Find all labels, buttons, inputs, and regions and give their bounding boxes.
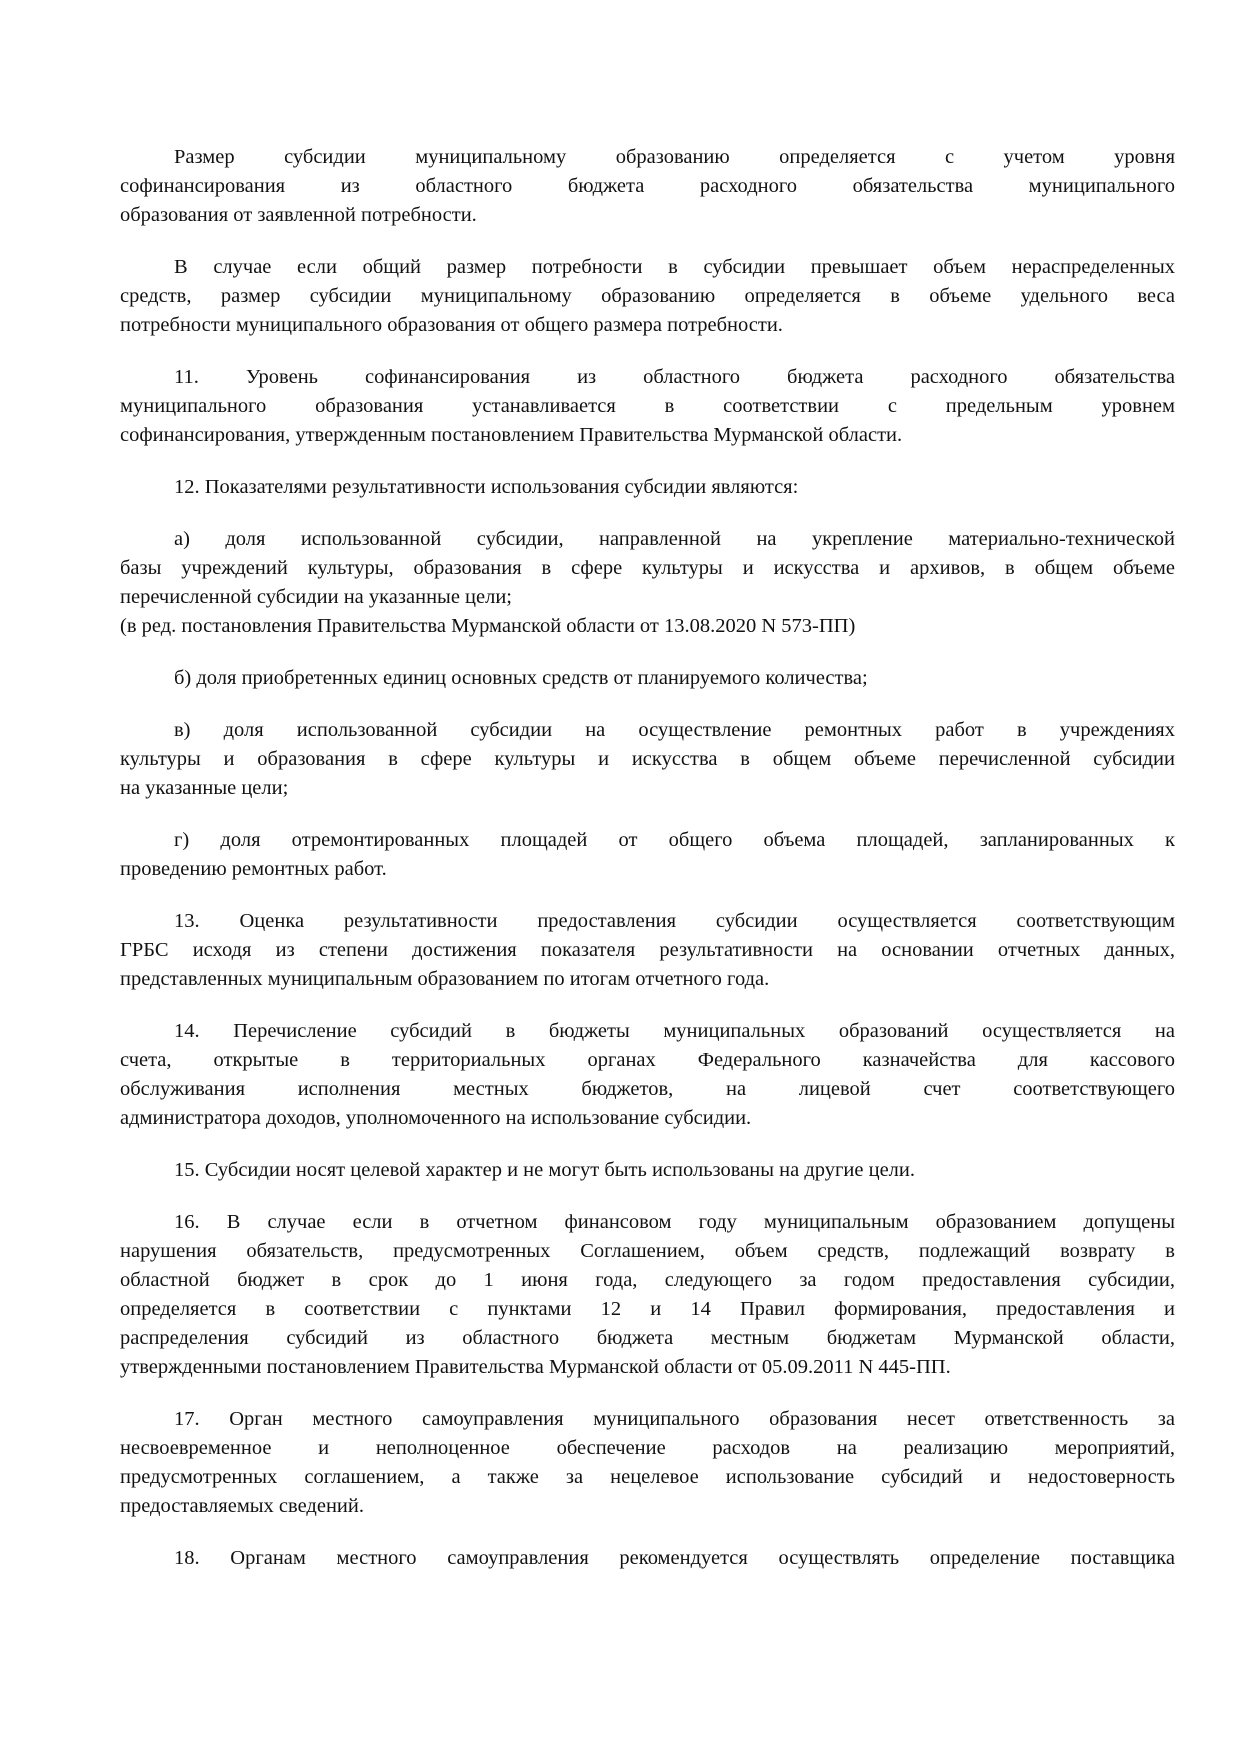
text-line: 18. Органам местного самоуправления рекомендуется осуществлять определение поставщика (174, 1547, 1175, 1569)
text-line: 12. Показателями результативности использования субсидии являются: (174, 476, 799, 498)
text-line: обслуживания исполнения местных бюджетов, на лицевой счет соответствующего (120, 1078, 1175, 1100)
text-line: определяется в соответствии с пунктами 12 и 14 Правил формирования, предоставления и (120, 1298, 1175, 1320)
paragraph (120, 1544, 1175, 1573)
paragraph (120, 826, 1175, 884)
text-line: г) доля отремонтированных площадей от общего объема площадей, запланированных к (174, 829, 1175, 851)
paragraph (120, 473, 1175, 502)
text-line: В случае если общий размер потребности в субсидии превышает объем нераспределенных (174, 256, 1175, 278)
text-line: 14. Перечисление субсидий в бюджеты муниципальных образований осуществляется на (174, 1020, 1175, 1042)
paragraph (120, 1017, 1175, 1133)
text-line: предусмотренных соглашением, а также за нецелевое использование субсидий и недостоверность (120, 1466, 1175, 1488)
text-line: а) доля использованной субсидии, направленной на укрепление материально-технической (174, 528, 1175, 550)
paragraph (120, 664, 1175, 693)
document-page (120, 143, 1175, 1596)
text-line: распределения субсидий из областного бюджета местным бюджетам Мурманской области, (120, 1327, 1175, 1349)
text-line: несвоевременное и неполноценное обеспечение расходов на реализацию мероприятий, (120, 1437, 1175, 1459)
text-line: софинансирования из областного бюджета расходного обязательства муниципального (120, 175, 1175, 197)
text-line: в) доля использованной субсидии на осуществление ремонтных работ в учреждениях (174, 719, 1175, 741)
text-line: потребности муниципального образования от общего размера потребности. (120, 314, 783, 336)
text-line: образования от заявленной потребности. (120, 204, 477, 226)
paragraph (120, 907, 1175, 994)
text-line: предоставляемых сведений. (120, 1495, 364, 1517)
paragraph (120, 716, 1175, 803)
text-line: ГРБС исходя из степени достижения показателя результативности на основании отчетных данных, (120, 939, 1175, 961)
text-line: проведению ремонтных работ. (120, 858, 387, 880)
text-line: счета, открытые в территориальных органах Федерального казначейства для кассового (120, 1049, 1175, 1071)
text-line: культуры и образования в сфере культуры и искусства в общем объеме перечисленной субсидии (120, 748, 1175, 770)
text-line: представленных муниципальным образованием по итогам отчетного года. (120, 968, 770, 990)
paragraph (120, 1208, 1175, 1382)
text-line: б) доля приобретенных единиц основных средств от планируемого количества; (174, 667, 868, 689)
paragraph (120, 1405, 1175, 1521)
text-line: базы учреждений культуры, образования в сфере культуры и искусства и архивов, в общем объеме (120, 557, 1175, 579)
text-line: (в ред. постановления Правительства Мурманской области от 13.08.2020 N 573-ПП) (120, 615, 856, 637)
text-line: администратора доходов, уполномоченного на использование субсидии. (120, 1107, 752, 1129)
text-line: перечисленной субсидии на указанные цели; (120, 586, 513, 608)
text-line: на указанные цели; (120, 777, 289, 799)
text-line: 16. В случае если в отчетном финансовом году муниципальным образованием допущены (174, 1211, 1175, 1233)
text-line: софинансирования, утвержденным постановлением Правительства Мурманской области. (120, 424, 903, 446)
paragraph (120, 253, 1175, 340)
paragraph (120, 525, 1175, 612)
text-line: 11. Уровень софинансирования из областного бюджета расходного обязательства (174, 366, 1175, 388)
text-line: средств, размер субсидии муниципальному образованию определяется в объеме удельного веса (120, 285, 1175, 307)
paragraph (120, 1156, 1175, 1185)
paragraph (120, 363, 1175, 450)
paragraph (120, 143, 1175, 230)
text-line: 15. Субсидии носят целевой характер и не могут быть использованы на другие цели. (174, 1159, 916, 1181)
text-line: областной бюджет в срок до 1 июня года, следующего за годом предоставления субсидии, (120, 1269, 1175, 1291)
text-line: 17. Орган местного самоуправления муниципального образования несет ответственность за (174, 1408, 1175, 1430)
text-line: 13. Оценка результативности предоставления субсидии осуществляется соответствующим (174, 910, 1175, 932)
text-line: нарушения обязательств, предусмотренных Соглашением, объем средств, подлежащий возврату в (120, 1240, 1175, 1262)
text-line: муниципального образования устанавливается в соответствии с предельным уровнем (120, 395, 1175, 417)
text-line: Размер субсидии муниципальному образованию определяется с учетом уровня (174, 146, 1175, 168)
paragraph (120, 612, 1175, 641)
text-line: утвержденными постановлением Правительства Мурманской области от 05.09.2011 N 445-ПП. (120, 1356, 951, 1378)
